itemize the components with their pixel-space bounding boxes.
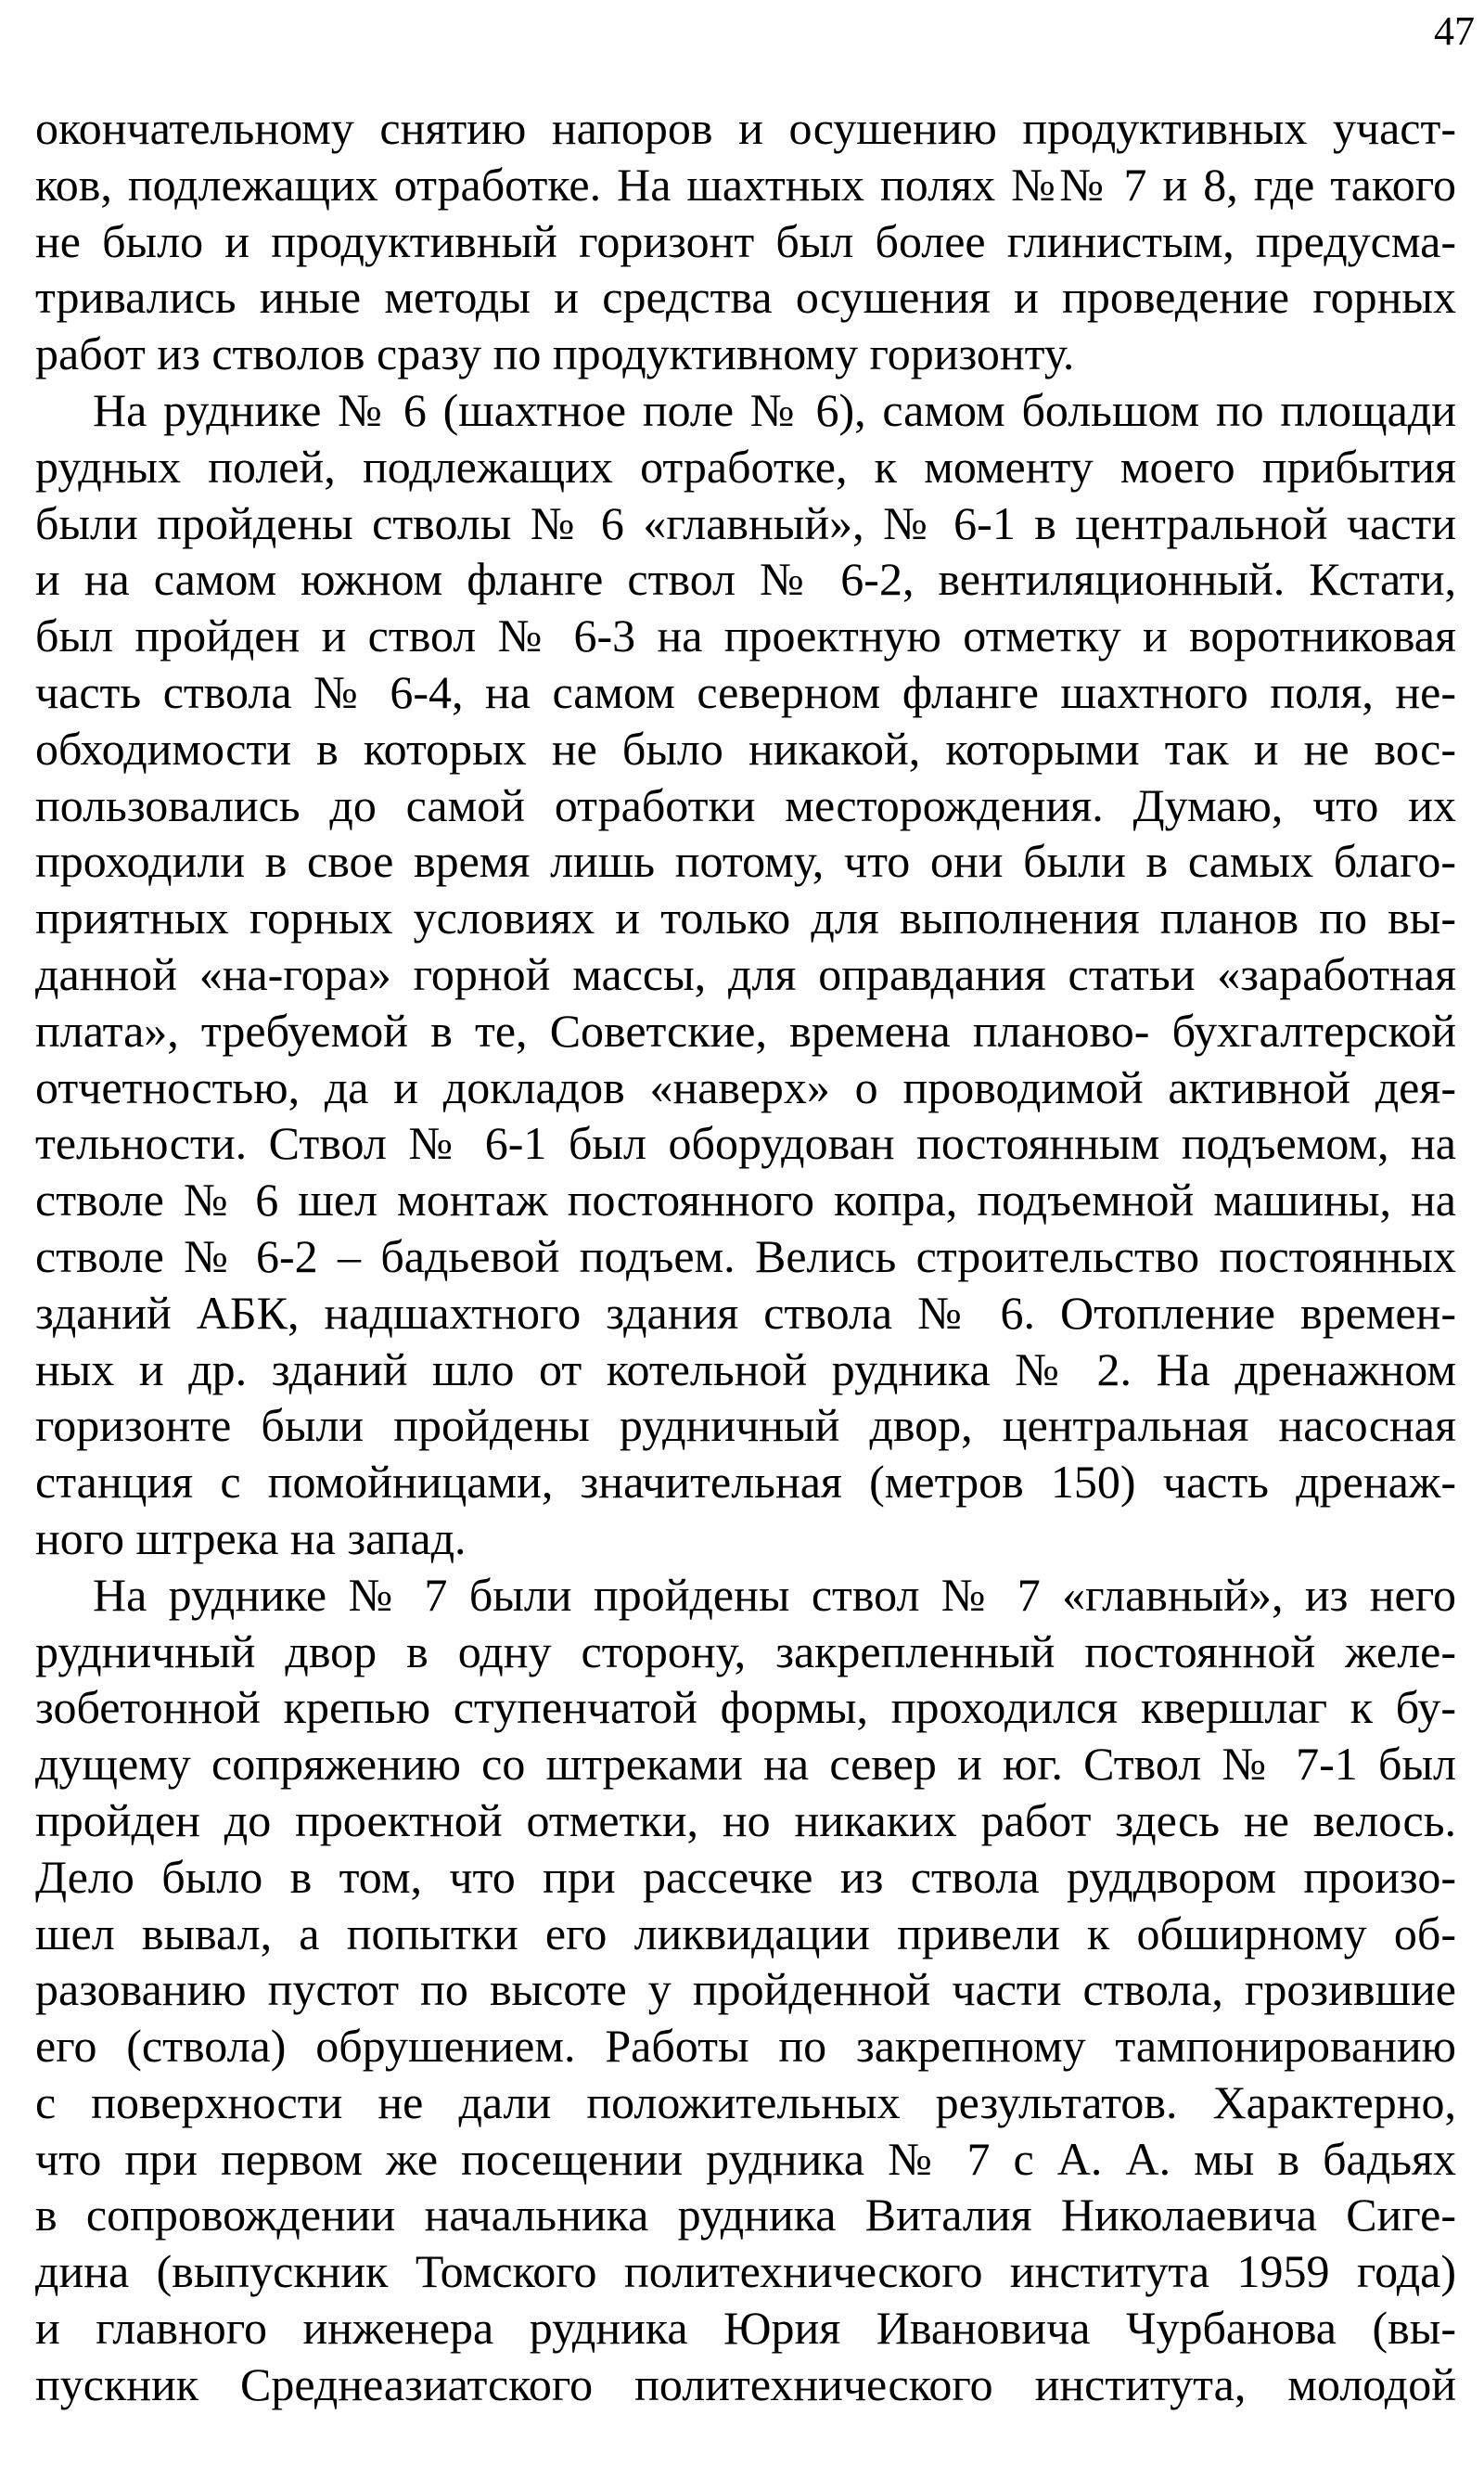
text-line: его (ствола) обрушением. Работы по закрепному тампонированию	[35, 2020, 1456, 2073]
text-line: ных и др. зданий шло от котельной рудника № 2. На дренажном	[35, 1342, 1456, 1395]
text-line: часть ствола № 6-4, на самом северном фланге шахтного поля, не-	[35, 665, 1456, 718]
text-line: не было и продуктивный горизонт был более глинистым, предусма-	[35, 214, 1456, 267]
text-line: стволе № 6 шел монтаж постоянного копра, подъемной машины, на	[35, 1174, 1456, 1227]
text-line: шел вывал, а попытки его ликвидации привели к обширному об-	[35, 1907, 1456, 1959]
text-line: обходимости в которых не было никакой, которыми так и не вос-	[35, 722, 1456, 775]
text-line: Дело было в том, что при рассечке из ствола руддвором произо-	[35, 1850, 1456, 1903]
text-line: тривались иные методы и средства осушения и проведение горных	[35, 271, 1456, 324]
text-line: в сопровождении начальника рудника Виталия Николаевича Сиге-	[35, 2189, 1456, 2241]
text-line: приятных горных условиях и только для выполнения планов по вы-	[35, 892, 1456, 944]
text-line: дущему сопряжению со штреками на север и юг. Ствол № 7-1 был	[35, 1738, 1456, 1791]
text-line: проходили в свое время лишь потому, что они были в самых благо-	[35, 835, 1456, 888]
text-line: рудных полей, подлежащих отработке, к моменту моего прибытия	[35, 440, 1456, 493]
page-number: 47	[1434, 8, 1475, 54]
text-line: разованию пустот по высоте у пройденной части ствола, грозившие	[35, 1963, 1456, 2016]
paragraph	[35, 382, 1456, 1567]
text-line: ков, подлежащих отработке. На шахтных полях №№ 7 и 8, где такого	[35, 158, 1456, 211]
text-line: ного штрека на запад.	[35, 1511, 467, 1564]
text-line: с поверхности не дали положительных результатов. Характерно,	[35, 2075, 1456, 2128]
text-line: тельности. Ствол № 6-1 был оборудован постоянным подъемом, на	[35, 1117, 1456, 1170]
text-line: На руднике № 7 были пройдены ствол № 7 «главный», из него	[93, 1568, 1456, 1621]
paragraph	[35, 1567, 1456, 2413]
text-line: отчетностью, да и докладов «наверх» о проводимой активной дея-	[35, 1060, 1456, 1113]
body-text	[35, 100, 1456, 2413]
text-line: На руднике № 6 (шахтное поле № 6), самом большом по площади	[93, 383, 1456, 436]
text-line: стволе № 6-2 – бадьевой подъем. Велись строительство постоянных	[35, 1229, 1456, 1282]
text-line: пользовались до самой отработки месторождения. Думаю, что их	[35, 778, 1456, 831]
text-line: дина (выпускник Томского политехнического института 1959 года)	[35, 2245, 1456, 2298]
text-line: плата», требуемой в те, Советские, времена планово- бухгалтерской	[35, 1004, 1456, 1057]
text-line: горизонте были пройдены рудничный двор, центральная насосная	[35, 1399, 1456, 1452]
text-line: пускник Среднеазиатского политехнического института, молодой	[35, 2357, 1456, 2410]
text-line: пройден до проектной отметки, но никаких работ здесь не велось.	[35, 1793, 1456, 1846]
text-line: станция с помойницами, значительная (метров 150) часть дренаж-	[35, 1456, 1456, 1509]
text-line: зобетонной крепью ступенчатой формы, проходился квершлаг к бу-	[35, 1681, 1456, 1734]
paragraph	[35, 100, 1456, 382]
text-line: и на самом южном фланге ствол № 6-2, вентиляционный. Кстати,	[35, 553, 1456, 606]
text-line: был пройден и ствол № 6-3 на проектную отметку и воротниковая	[35, 610, 1456, 662]
text-line: работ из стволов сразу по продуктивному горизонту.	[35, 328, 1075, 380]
text-line: рудничный двор в одну сторону, закрепленный постоянной желе-	[35, 1625, 1456, 1677]
text-line: данной «на-гора» горной массы, для оправдания статьи «заработная	[35, 947, 1456, 1000]
text-line: что при первом же посещении рудника № 7 с А. А. мы в бадьях	[35, 2132, 1456, 2185]
text-line: зданий АБК, надшахтного здания ствола № 6. Отопление времен-	[35, 1286, 1456, 1339]
text-line: были пройдены стволы № 6 «главный», № 6-1 в центральной части	[35, 496, 1456, 549]
text-line: окончательному снятию напоров и осушению продуктивных участ-	[35, 102, 1456, 154]
text-line: и главного инженера рудника Юрия Ивановича Чурбанова (вы-	[35, 2302, 1456, 2355]
